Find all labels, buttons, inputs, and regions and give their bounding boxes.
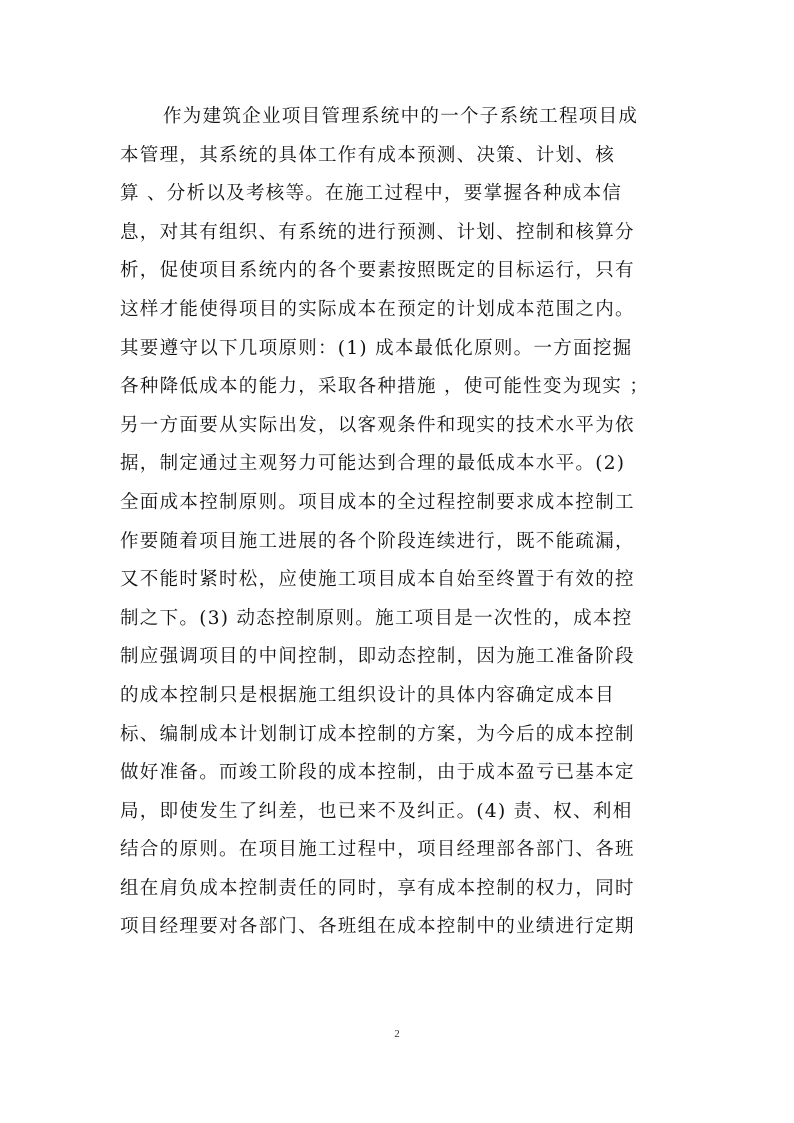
text-line: 各种降低成本的能力，采取各种措施 ，使可能性变为现实 ； bbox=[120, 376, 650, 398]
text-line: 据，制定通过主观努力可能达到合理的最低成本水平。(2) bbox=[120, 453, 626, 475]
text-line: 结合的原则。在项目施工过程中，项目经理部各部门、各班 bbox=[120, 839, 635, 861]
text-line: 的成本控制只是根据施工组织设计的具体内容确定成本目 bbox=[120, 684, 616, 706]
text-line: 组在肩负成本控制责任的同时，享有成本控制的权力，同时 bbox=[120, 877, 635, 899]
text-line: 做好准备。而竣工阶段的成本控制，由于成本盈亏已基本定 bbox=[120, 762, 635, 784]
text-line: 算 、分析以及考核等。在施工过程中，要掌握各种成本信 bbox=[120, 183, 623, 205]
text-line: 息，对其有组织、有系统的进行预测、计划、控制和核算分 bbox=[120, 221, 635, 243]
page-number: 2 bbox=[394, 1028, 400, 1040]
text-line: 另一方面要从实际出发，以客观条件和现实的技术水平为依 bbox=[120, 414, 635, 436]
text-line: 标、编制成本计划制订成本控制的方案，为今后的成本控制 bbox=[120, 723, 635, 745]
text-line: 析，促使项目系统内的各个要素按照既定的目标运行，只有 bbox=[120, 260, 635, 282]
text-line: 局，即使发生了纠差，也已来不及纠正。(4) 责、权、利相 bbox=[120, 800, 633, 822]
text-line: 其要遵守以下几项原则：(1) 成本最低化原则。一方面挖掘 bbox=[120, 337, 633, 359]
text-line: 制之下。(3) 动态控制原则。施工项目是一次性的，成本控 bbox=[120, 607, 633, 629]
text-line: 制应强调项目的中间控制，即动态控制，因为施工准备阶段 bbox=[120, 646, 635, 668]
text-line: 作要随着项目施工进展的各个阶段连续进行，既不能疏漏， bbox=[120, 530, 635, 552]
text-line: 本管理，其系统的具体工作有成本预测、决策、计划、核 bbox=[120, 144, 616, 166]
text-line: 这样才能使得项目的实际成本在预定的计划成本范围之内。 bbox=[120, 298, 635, 320]
text-line: 作为建筑企业项目管理系统中的一个子系统工程项目成 bbox=[163, 106, 639, 127]
text-line: 全面成本控制原则。项目成本的全过程控制要求成本控制工 bbox=[120, 491, 635, 513]
body-paragraph bbox=[120, 98, 680, 947]
text-line: 项目经理要对各部门、各班组在成本控制中的业绩进行定期 bbox=[120, 916, 635, 938]
text-line: 又不能时紧时松，应使施工项目成本自始至终置于有效的控 bbox=[120, 569, 635, 591]
